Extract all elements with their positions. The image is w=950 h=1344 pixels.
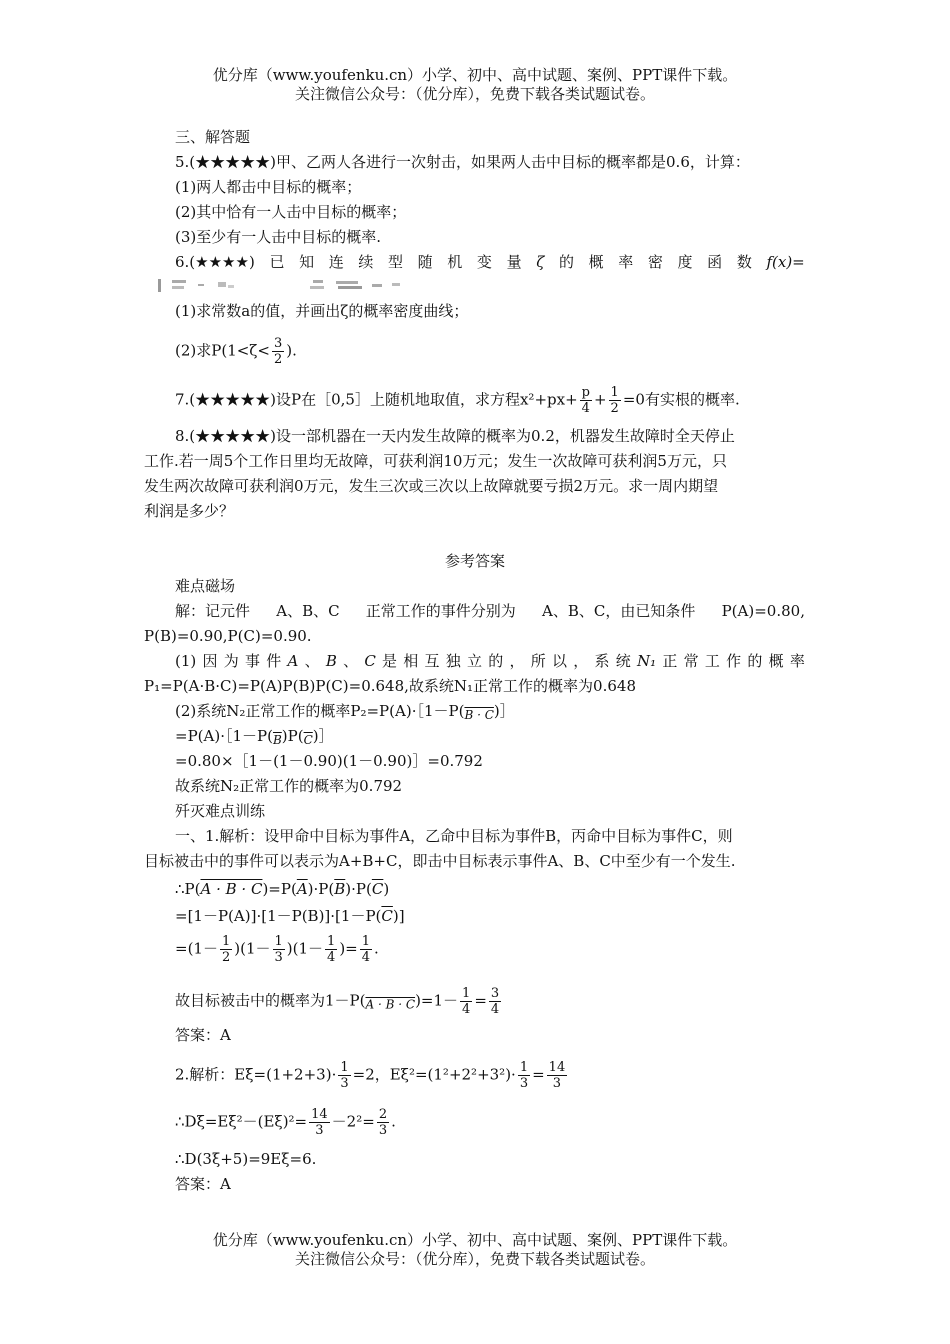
part1-word: 立 bbox=[467, 652, 483, 670]
fraction-den: 4 bbox=[361, 950, 371, 965]
part2-line-2 bbox=[175, 725, 334, 751]
fraction bbox=[272, 336, 284, 367]
q6-word: ζ bbox=[536, 253, 545, 271]
part1-word: 为 bbox=[223, 652, 239, 670]
part1-word: (1) bbox=[175, 652, 197, 670]
equation-line-1 bbox=[175, 878, 389, 900]
complement-c: C bbox=[303, 733, 313, 747]
part1-line-2: P₁=P(A·B·C)=P(A)P(B)P(C)=0.648,故系统N₁正常工作的概率为0.648 bbox=[144, 677, 636, 695]
eq-text: = bbox=[474, 991, 487, 1010]
header-line-1: 优分库（www.youfenku.cn）小学、初中、高中试题、案例、PPT课件下载。 bbox=[212, 66, 738, 84]
complement-events: A · B · C bbox=[200, 880, 263, 898]
eq-text: ∴P( bbox=[175, 880, 201, 898]
eq-text: . bbox=[374, 939, 379, 958]
part2-text: =P(A)·［1－P( bbox=[175, 727, 273, 745]
fraction-num: 1 bbox=[340, 1060, 349, 1075]
answers-subtitle-2: 歼灭难点训练 bbox=[175, 802, 266, 820]
eq-text: =2，Eξ²=(1²+2²+3²)· bbox=[352, 1065, 516, 1084]
fraction bbox=[489, 986, 501, 1017]
q6-part-2-end: ). bbox=[286, 341, 297, 360]
fraction bbox=[377, 1107, 389, 1138]
fraction-den: 4 bbox=[581, 401, 590, 416]
eq-text: =[1－P(A)]·[1－P(B)]·[1－P( bbox=[175, 907, 382, 925]
q6-word: 率 bbox=[618, 253, 634, 271]
q6-word: 型 bbox=[388, 253, 404, 271]
q6-part-2 bbox=[175, 336, 297, 367]
part2-text: (2)系统N₂正常工作的概率P₂=P(A)·［1－P( bbox=[175, 702, 465, 720]
eq-text: )(1－ bbox=[286, 939, 324, 958]
fraction bbox=[220, 934, 232, 965]
part1-word: 常 bbox=[683, 652, 699, 670]
part1-word: 率 bbox=[789, 652, 805, 670]
part1-word: 、 bbox=[304, 652, 320, 670]
fraction bbox=[518, 1060, 530, 1091]
fraction bbox=[609, 385, 621, 416]
q6-word: 函 bbox=[707, 253, 723, 271]
q7-text: 7.(★★★★★)设P在［0,5］上随机地取值，求方程x²+px+ bbox=[175, 390, 578, 409]
training-2-line-3: ∴D(3ξ+5)=9Eξ=6. bbox=[175, 1150, 317, 1168]
fraction-num: 1 bbox=[327, 934, 336, 949]
part1-word: 工 bbox=[704, 652, 720, 670]
part1-word: C bbox=[364, 652, 376, 670]
fraction-den: 3 bbox=[274, 950, 283, 965]
q7-plus: + bbox=[593, 390, 607, 409]
q6-word: 变 bbox=[476, 253, 492, 271]
complement-b: $\overline{B}$ bbox=[334, 880, 346, 898]
q6-word: 随 bbox=[417, 253, 433, 271]
part1-word: B bbox=[325, 652, 337, 670]
part1-word: 独 bbox=[445, 652, 461, 670]
fraction-den: 3 bbox=[315, 1123, 324, 1138]
fraction bbox=[360, 934, 372, 965]
q8-line-1: 8.(★★★★★)设一部机器在一天内发生故障的概率为0.2，机器发生故障时全天停止 bbox=[175, 427, 735, 445]
q5-stem: 5.(★★★★★)甲、乙两人各进行一次射击，如果两人击中目标的概率都是0.6，计算： bbox=[175, 153, 750, 171]
part1-word: 互 bbox=[424, 652, 440, 670]
footer-line-1: 优分库（www.youfenku.cn）小学、初中、高中试题、案例、PPT课件下载。 bbox=[212, 1231, 738, 1249]
part2-line-4: 故系统N₂正常工作的概率为0.792 bbox=[175, 777, 403, 795]
eq-text: )(1－ bbox=[234, 939, 271, 958]
fraction-den: 4 bbox=[462, 1002, 471, 1017]
q6-word: 机 bbox=[447, 253, 463, 271]
fraction bbox=[338, 1060, 350, 1091]
fraction-den: 3 bbox=[552, 1076, 562, 1091]
q6-word: 密 bbox=[647, 253, 663, 271]
training-2-line-2 bbox=[175, 1107, 396, 1138]
fraction bbox=[325, 934, 337, 965]
solution-word: 正常工作的事件分别为 bbox=[365, 602, 516, 620]
part1-word: ， bbox=[509, 652, 525, 670]
part2-text: )P( bbox=[281, 727, 304, 745]
fraction-den: 4 bbox=[327, 950, 336, 965]
q6-part-1: (1)求常数a的值，并画出ζ的概率密度曲线； bbox=[175, 302, 469, 320]
eq-text: 故目标被击中的概率为1－P( bbox=[175, 991, 366, 1010]
training-2-line-1 bbox=[175, 1060, 569, 1091]
part1-word: 、 bbox=[343, 652, 359, 670]
section-title: 三、解答题 bbox=[175, 128, 251, 146]
fraction-num: 2 bbox=[378, 1107, 388, 1122]
q6-word: 概 bbox=[588, 253, 604, 271]
q7-text-end: =0有实根的概率. bbox=[622, 390, 740, 409]
fraction-den: 2 bbox=[221, 950, 231, 965]
fraction bbox=[547, 1060, 568, 1091]
eq-text: ) bbox=[383, 880, 390, 898]
fraction-num: 14 bbox=[311, 1107, 328, 1122]
part1-word: 作 bbox=[726, 652, 742, 670]
eq-text: )·P( bbox=[345, 880, 372, 898]
answer-1: 答案：A bbox=[175, 1026, 231, 1044]
complement-c: $\overline{C}$ bbox=[381, 907, 393, 925]
q7 bbox=[175, 385, 740, 416]
fraction-den: 3 bbox=[378, 1123, 388, 1138]
solution-word: A、B、C，由已知条件 bbox=[542, 602, 696, 620]
footer-line-2: 关注微信公众号：（优分库），免费下载各类试题试卷。 bbox=[294, 1250, 655, 1268]
header-line-2: 关注微信公众号：（优分库），免费下载各类试题试卷。 bbox=[294, 85, 655, 103]
fraction-num: 1 bbox=[610, 385, 619, 400]
q6-word: 已 bbox=[269, 253, 285, 271]
part1-word: 事 bbox=[244, 652, 260, 670]
eq-text: －2²= bbox=[331, 1112, 375, 1131]
eq-text: . bbox=[391, 1112, 396, 1131]
solution-line-2: P(B)=0.90,P(C)=0.90. bbox=[144, 627, 312, 645]
q6-word: 知 bbox=[299, 253, 315, 271]
q6-word: 续 bbox=[358, 253, 374, 271]
fraction-den: 4 bbox=[490, 1002, 500, 1017]
part1-word: 的 bbox=[488, 652, 504, 670]
part2-line-1 bbox=[175, 700, 515, 726]
part1-word: 是 bbox=[382, 652, 398, 670]
fraction-num: 1 bbox=[462, 986, 471, 1001]
q6-part-2-text: (2)求P(1<ζ< bbox=[175, 341, 271, 360]
fraction bbox=[580, 385, 592, 416]
solution-word: P(A)=0.80, bbox=[721, 602, 805, 620]
q6-stem bbox=[175, 251, 805, 273]
fraction-den: 2 bbox=[610, 401, 619, 416]
eq-text: )=P( bbox=[262, 880, 297, 898]
equation-line-3 bbox=[175, 934, 379, 965]
fraction bbox=[273, 934, 285, 965]
fraction-num: 14 bbox=[548, 1060, 566, 1075]
part1-word: 件 bbox=[266, 652, 282, 670]
solution-word: 解：记元件 bbox=[175, 602, 251, 620]
fraction-num: 3 bbox=[274, 336, 283, 351]
part1-word: ， bbox=[573, 652, 589, 670]
solution-word: A、B、C bbox=[276, 602, 340, 620]
eq-text: 2.解析：Eξ=(1+2+3)· bbox=[175, 1065, 337, 1084]
equation-line-2 bbox=[175, 905, 405, 927]
q5-part-3: (3)至少有一人击中目标的概率. bbox=[175, 228, 382, 246]
part1-word: 的 bbox=[747, 652, 763, 670]
part1-word: 概 bbox=[768, 652, 784, 670]
q6-word: 6.(★★★★) bbox=[175, 253, 255, 271]
solution-line-1 bbox=[175, 600, 805, 622]
garbled-formula-image bbox=[158, 276, 408, 294]
eq-text: = bbox=[532, 1065, 545, 1084]
q6-word: 数 bbox=[736, 253, 752, 271]
part1-word: 系 bbox=[594, 652, 610, 670]
q8-line-4: 利润是多少？ bbox=[144, 502, 235, 520]
eq-text: ∴Dξ=Eξ²－(Eξ)²= bbox=[175, 1112, 308, 1131]
part2-line-3: =0.80×［1－(1－0.90)(1－0.90)］=0.792 bbox=[175, 752, 483, 770]
q6-word: 量 bbox=[506, 253, 522, 271]
training-1-line-1: 一、1.解析：设甲命中目标为事件A，乙命中目标为事件B，丙命中目标为事件C，则 bbox=[175, 827, 733, 845]
part1-word: 正 bbox=[662, 652, 678, 670]
training-1-conclusion bbox=[175, 986, 503, 1017]
part1-word: A bbox=[287, 652, 299, 670]
q6-word: f(x)= bbox=[766, 253, 805, 271]
part2-text-end: )］ bbox=[312, 727, 334, 745]
q5-part-2: (2)其中恰有一人击中目标的概率； bbox=[175, 203, 407, 221]
fraction-den: 2 bbox=[274, 352, 283, 367]
fraction-num: 3 bbox=[490, 986, 500, 1001]
eq-text: )= bbox=[339, 939, 358, 958]
q8-line-2: 工作.若一周5个工作日里均无故障，可获利润10万元；发生一次故障可获利润5万元，只 bbox=[144, 452, 727, 470]
q8-line-3: 发生两次故障可获利润0万元，发生三次或三次以上故障就要亏损2万元。求一周内期望 bbox=[144, 477, 719, 495]
fraction-den: 3 bbox=[519, 1076, 529, 1091]
part1-word: 以 bbox=[552, 652, 568, 670]
fraction-num: 1 bbox=[519, 1060, 529, 1075]
part1-word: 所 bbox=[530, 652, 546, 670]
complement-events: A · B · C bbox=[365, 997, 416, 1012]
part1-word: 统 bbox=[615, 652, 631, 670]
complement-a: $\overline{A}$ bbox=[296, 880, 308, 898]
complement-c: $\overline{C}$ bbox=[371, 880, 384, 898]
fraction-num: 1 bbox=[361, 934, 371, 949]
part1-line-1 bbox=[175, 650, 805, 672]
eq-text: )] bbox=[392, 907, 405, 925]
q6-word: 度 bbox=[677, 253, 693, 271]
eq-text: =(1－ bbox=[175, 939, 218, 958]
complement-events: B · C bbox=[464, 708, 494, 722]
fraction bbox=[460, 986, 472, 1017]
part1-word: N₁ bbox=[637, 652, 657, 670]
fraction-num: p bbox=[581, 385, 590, 400]
fraction-num: 1 bbox=[274, 934, 283, 949]
eq-text: )·P( bbox=[307, 880, 335, 898]
answer-2: 答案：A bbox=[175, 1175, 231, 1193]
q6-word: 的 bbox=[558, 253, 574, 271]
training-1-line-2: 目标被击中的事件可以表示为A+B+C，即击中目标表示事件A、B、C中至少有一个发生. bbox=[144, 852, 736, 870]
answers-subtitle-1: 难点磁场 bbox=[175, 577, 236, 595]
q5-part-1: (1)两人都击中目标的概率； bbox=[175, 178, 362, 196]
fraction bbox=[309, 1107, 330, 1138]
answers-title: 参考答案 bbox=[444, 552, 505, 570]
fraction-num: 1 bbox=[221, 934, 231, 949]
q6-word: 连 bbox=[328, 253, 344, 271]
fraction-den: 3 bbox=[340, 1076, 349, 1091]
part1-word: 因 bbox=[202, 652, 218, 670]
complement-b: B bbox=[272, 733, 282, 747]
part1-word: 相 bbox=[403, 652, 419, 670]
eq-text: )=1－ bbox=[415, 991, 459, 1010]
part2-text-end: )］ bbox=[493, 702, 515, 720]
